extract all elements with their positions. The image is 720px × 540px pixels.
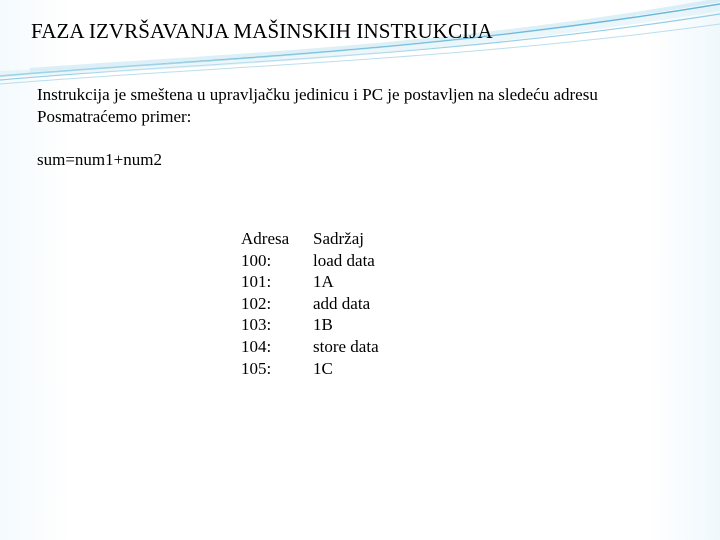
table-cell-address: 103: [241,315,272,335]
header-swoosh-decoration [0,0,720,90]
table-cell-content: 1B [313,315,333,335]
table-cell-content: load data [313,250,375,270]
table-cell-content: store data [313,336,379,356]
paragraph-formula: sum=num1+num2 [37,150,162,169]
table-header-address: Adresa [241,229,290,248]
paragraph-instruction: Instrukcija je smeštena u upravljačku jedinicu i PC je postavljen na sledeću adresu [37,85,598,104]
table-cell-address: 105: [241,358,272,378]
table-cell-address: 102: [241,293,272,313]
paragraph-example-intro: Posmatraćemo primer: [37,107,192,126]
table-cell-address: 101: [241,272,272,292]
table-cell-content: 1C [313,358,333,378]
table-cell-content: 1A [313,272,334,292]
slide-title: FAZA IZVRŠAVANJA MAŠINSKIH INSTRUKCIJA [31,19,493,43]
table-cell-address: 104: [241,336,272,356]
table-cell-content: add data [313,293,371,313]
memory-table [241,228,403,379]
table-cell-address: 100: [241,250,272,270]
table-header-content: Sadržaj [313,229,364,248]
